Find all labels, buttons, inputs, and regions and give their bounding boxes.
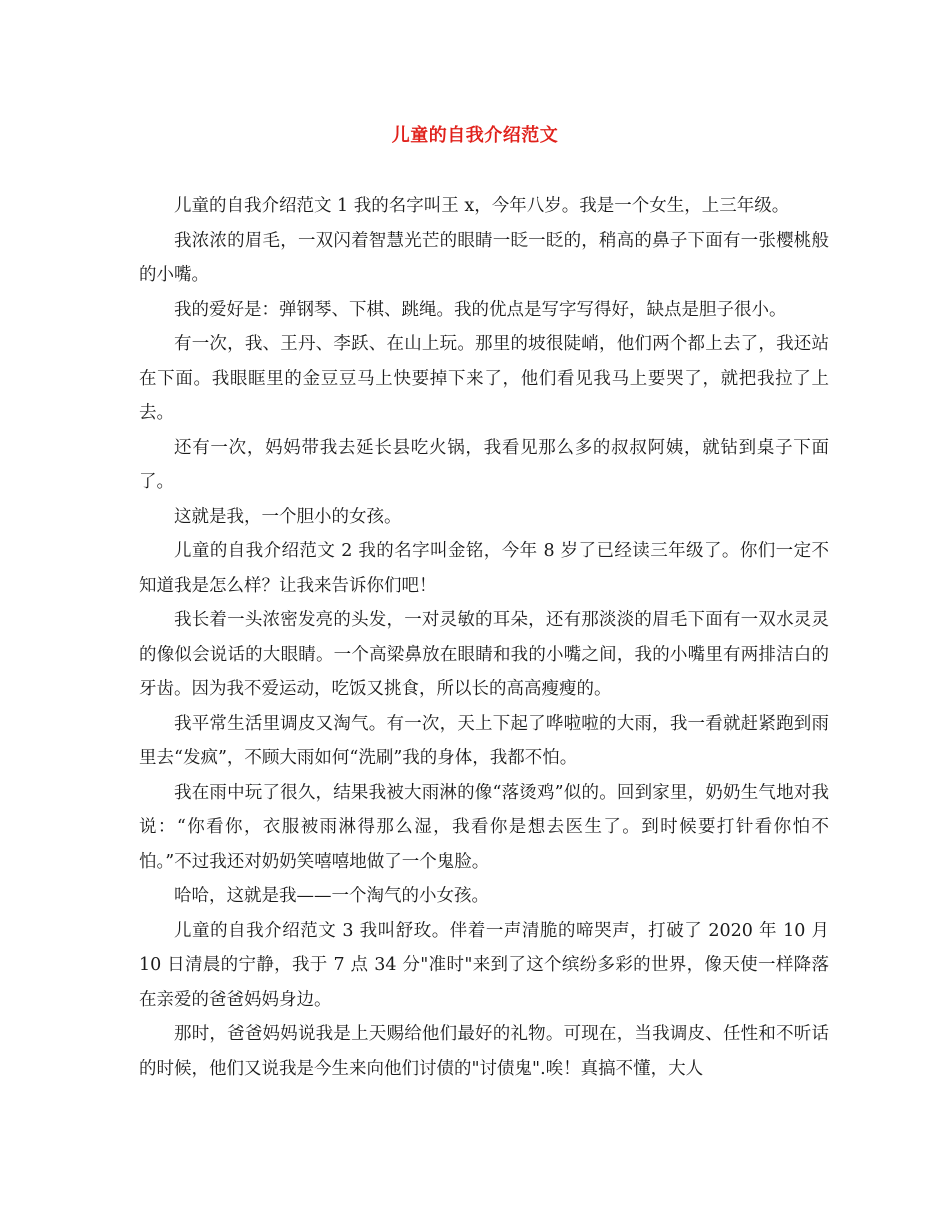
paragraph: 有一次，我、王丹、李跃、在山上玩。那里的坡很陡峭，他们两个都上去了，我还站在下面。我眼眶里的金豆豆马上快要掉下来了，他们看见我马上要哭了，就把我拉了上去。 (139, 334, 829, 423)
paragraph: 我浓浓的眉毛，一双闪着智慧光芒的眼睛一眨一眨的，稍高的鼻子下面有一张樱桃般的小嘴。 (139, 230, 829, 285)
paragraph: 我平常生活里调皮又淘气。有一次，天上下起了哗啦啦的大雨，我一看就赶紧跑到雨里去“发疯”，不顾大雨如何“洗刷”我的身体，我都不怕。 (139, 713, 829, 768)
document-body (139, 189, 829, 1086)
paragraph: 哈哈，这就是我——一个淘气的小女孩。 (174, 886, 489, 906)
paragraph: 这就是我，一个胆小的女孩。 (174, 506, 402, 527)
paragraph: 那时，爸爸妈妈说我是上天赐给他们最好的礼物。可现在，当我调皮、任性和不听话的时候，他们又说我是今生来向他们讨债的"讨债鬼".唉！真搞不懂，大人 (139, 1024, 829, 1079)
paragraph: 儿童的自我介绍范文 2 我的名字叫金铭，今年 8 岁了已经读三年级了。你们一定不知道我是怎么样？让我来告诉你们吧！ (139, 541, 829, 596)
paragraph: 我的爱好是：弹钢琴、下棋、跳绳。我的优点是写字写得好，缺点是胆子很小。 (174, 299, 787, 320)
paragraph: 我在雨中玩了很久，结果我被大雨淋的像“落烫鸡”似的。回到家里，奶奶生气地对我说：“你看你，衣服被雨淋得那么湿，我看你是想去医生了。到时候要打针看你怕不怕。”不过我还对奶奶笑嘻嘻地做了一个鬼脸。 (139, 782, 829, 872)
paragraph: 还有一次，妈妈带我去延长县吃火锅，我看见那么多的叔叔阿姨，就钻到桌子下面了。 (139, 437, 829, 492)
paragraph: 儿童的自我介绍范文 1 我的名字叫王 x，今年八岁。我是一个女生，上三年级。 (174, 196, 790, 216)
paragraph: 我长着一头浓密发亮的头发，一对灵敏的耳朵，还有那淡淡的眉毛下面有一双水灵灵的像似会说话的大眼睛。一个高梁鼻放在眼睛和我的小嘴之间，我的小嘴里有两排洁白的牙齿。因为我不爱运动，吃饭又挑食，所以长的高高瘦瘦的。 (139, 610, 829, 699)
paragraph: 儿童的自我介绍范文 3 我叫舒玫。伴着一声清脆的啼哭声，打破了 2020 年 10 月 10 日清晨的宁静，我于 7 点 34 分"准时"来到了这个缤纷多彩的世界，像天使一样降落在亲爱的爸爸妈妈身边。 (139, 920, 829, 1010)
document-title: 儿童的自我介绍范文 (391, 125, 559, 146)
